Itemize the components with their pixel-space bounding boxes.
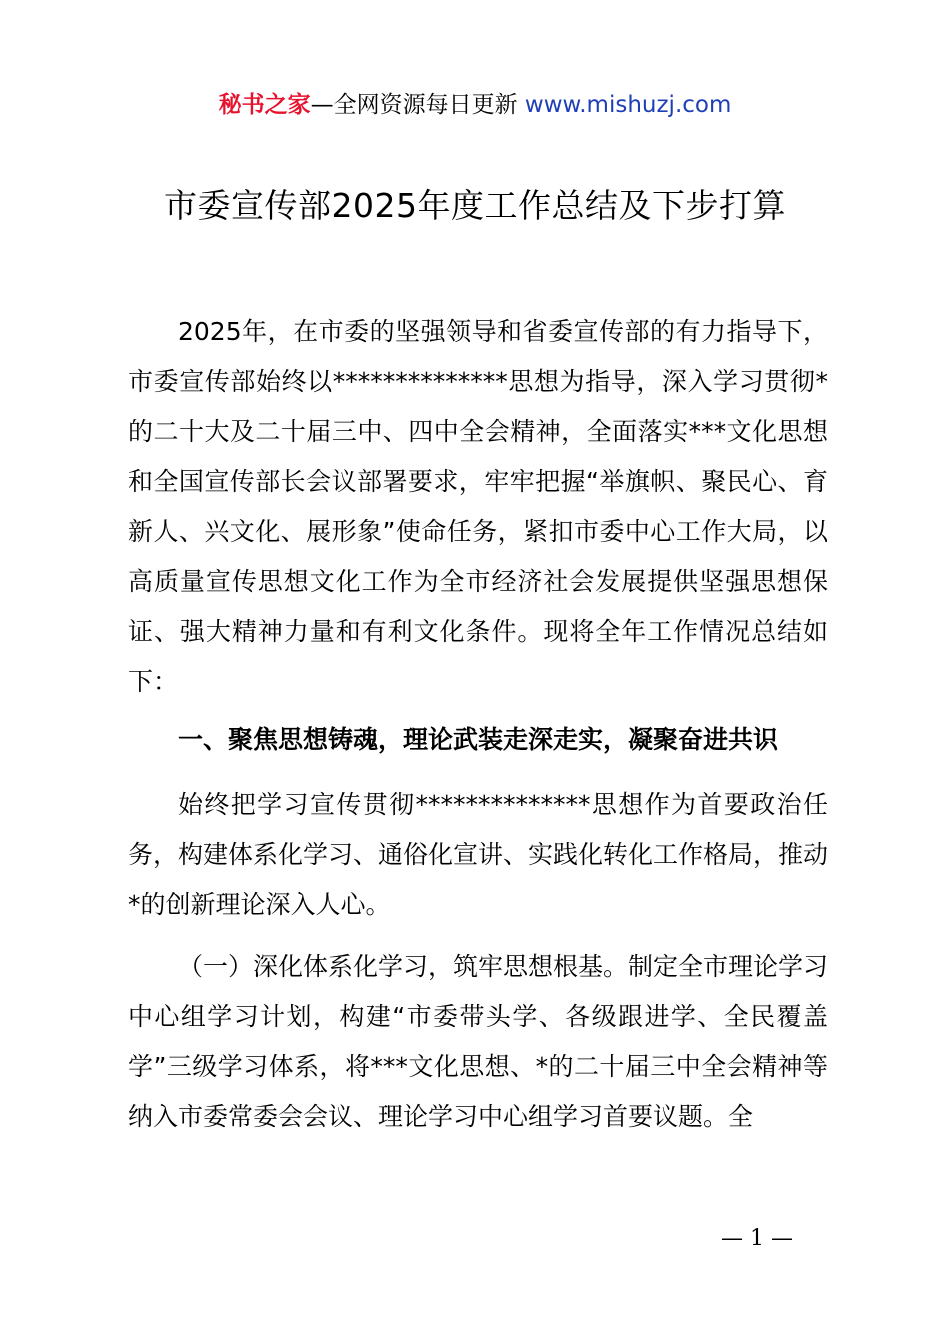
site-slogan: —全网资源每日更新 (310, 92, 525, 118)
page-number: — 1 — (721, 1226, 793, 1251)
section-1-paragraph: 始终把学习宣传贯彻**************思想作为首要政治任务，构建体系化学习、通俗化宣讲、实践化转化工作格局，推动*的创新理论深入人心。 (128, 790, 829, 919)
section-heading-1: 一、聚焦思想铸魂，理论武装走深走实，凝聚奋进共识 (178, 725, 779, 754)
site-url-link[interactable]: www.mishuzj.com (524, 92, 732, 118)
document-title: 市委宣传部2025年度工作总结及下步打算 (164, 186, 786, 225)
subsection-1-paragraph: （一）深化体系化学习，筑牢思想根基。制定全市理论学习中心组学习计划，构建“市委带头学、各级跟进学、全民覆盖学”三级学习体系，将***文化思想、*的二十届三中全会精神等纳入市委常委会会议、理论学习中心组学习首要议题。全 (128, 952, 829, 1131)
intro-paragraph: 2025年，在市委的坚强领导和省委宣传部的有力指导下，市委宣传部始终以**************思想为指导，深入学习贯彻*的二十大及二十届三中、四中全会精神，全面落实***文化思想和全国宣传部长会议部署要求，牢牢把握“举旗帜、聚民心、育新人、兴文化、展形象”使命任务，紧扣市委中心工作大局，以高质量宣传思想文化工作为全市经济社会发展提供坚强思想保证、强大精神力量和有利文化条件。现将全年工作情况总结如下： (128, 317, 828, 696)
site-brand: 秘书之家 (218, 92, 311, 118)
site-header (0, 88, 950, 122)
